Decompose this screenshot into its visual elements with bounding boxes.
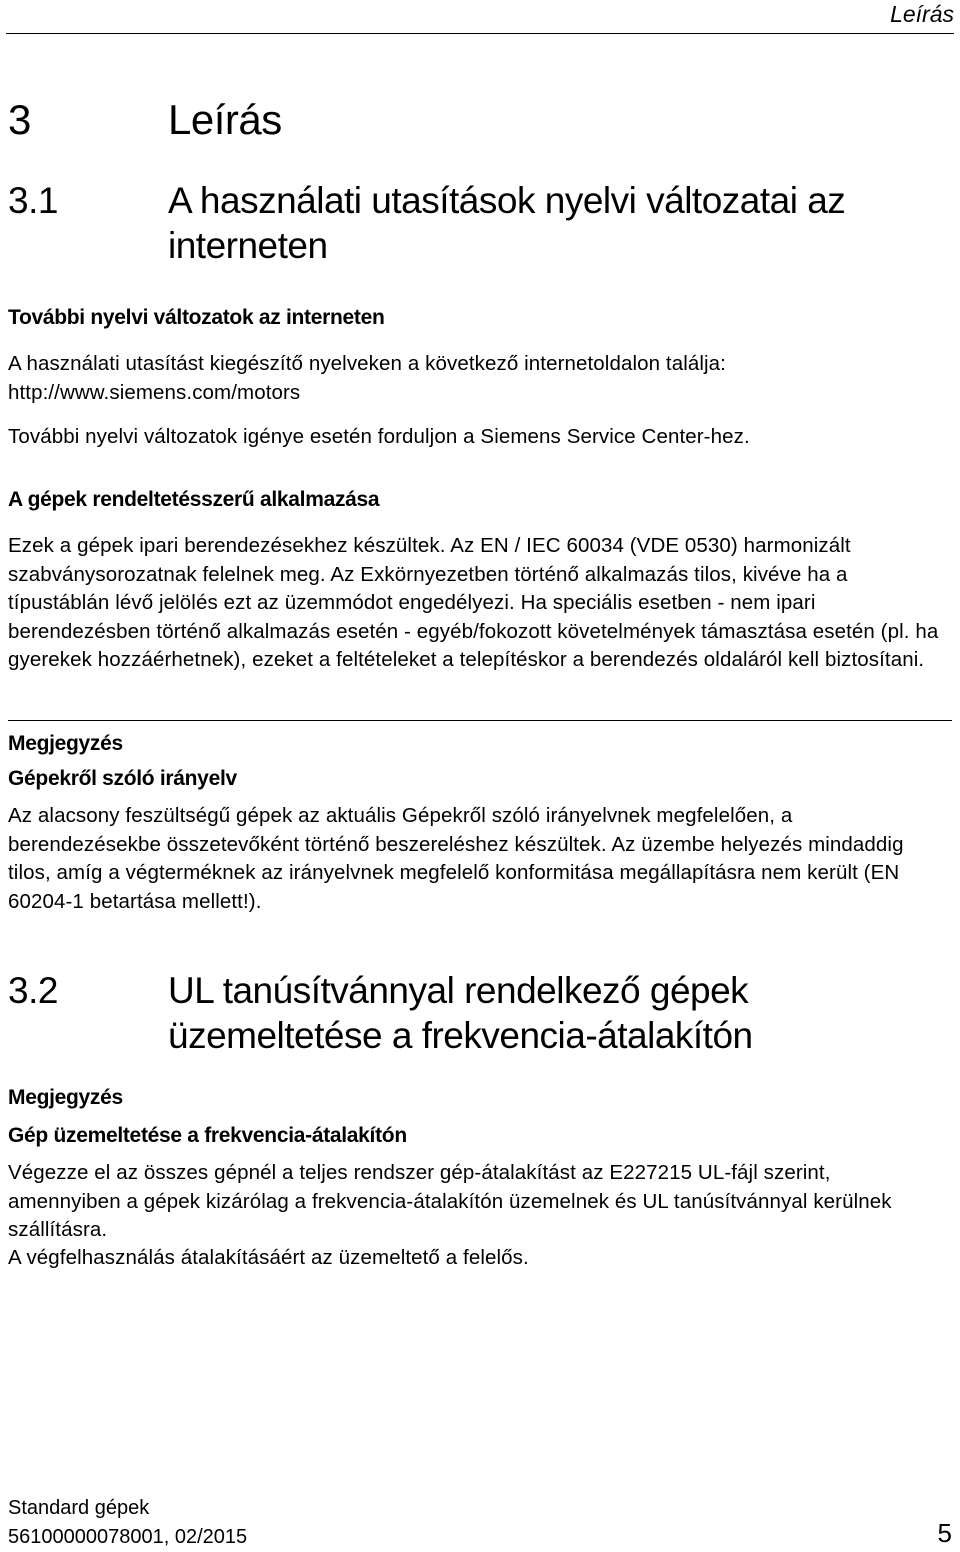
section-number: 3.1 [8, 180, 58, 221]
footer-product: Standard gépek [8, 1497, 150, 1519]
note-title: Gép üzemeltetése a frekvencia-átalakítón [8, 1124, 407, 1147]
page-number: 5 [937, 1518, 952, 1548]
note-text: Végezze el az összes gépnél a teljes rendszer gép-átalakítást az E227215 UL-fájl szerint, amennyiben a gépek kizárólag a frekvencia-átalakítón üzemelnek és UL tanúsítvánnyal kerülnek szállításra. [8, 1161, 892, 1241]
paragraph-intended-use: Ezek a gépek ipari berendezésekhez készültek. Az EN / IEC 60034 (VDE 0530) harmonizált szabványsorozatnak felelnek meg. Az Exkörnyezetben történő alkalmazás tilos, kivéve ha a típustáblán lévő jelölés ezt az üzemmódot engedélyezi. Ha speciális esetben - nem ipari berendezésben történő alkalmazás esetén - egyéb/fokozott követelmények támasztása esetén (pl. ha gyerekek hozzáérhetnek), ezeket a feltételeket a telepítéskor a berendezés oldaláról kell biztosítani. [8, 534, 939, 671]
paragraph-service-center: További nyelvi változatok igénye esetén forduljon a Siemens Service Center-hez. [8, 425, 750, 448]
subheading-language-versions: További nyelvi változatok az interneten [8, 306, 385, 329]
note-label: Megjegyzés [8, 1086, 123, 1109]
section-title: A használati utasítások nyelvi változatai az interneten [168, 180, 846, 266]
section-heading-3-2 [8, 968, 938, 1058]
paragraph-language-versions: A használati utasítást kiegészítő nyelveken a következő internetoldalon találja: http://www.siemens.com/motors [8, 352, 726, 404]
chapter-title: Leírás [168, 96, 282, 143]
note-title: Gépekről szóló irányelv [8, 767, 237, 790]
section-heading-3-1 [8, 178, 938, 268]
note-label: Megjegyzés [8, 732, 123, 755]
note-text: Az alacsony feszültségű gépek az aktuális Gépekről szóló irányelvnek megfelelően, a berendezésekbe összetevőként történő beszereléshez készültek. Az üzembe helyezés mindaddig tilos, amíg a végterméknek az irányelvnek megfelelő konformitása megállapításra nem került (EN 60204-1 betartása mellett!). [8, 804, 904, 913]
section-number: 3.2 [8, 970, 58, 1011]
chapter-number: 3 [8, 96, 31, 143]
section-title: UL tanúsítvánnyal rendelkező gépek üzemeltetése a frekvencia-átalakítón [168, 970, 753, 1056]
chapter-heading [8, 95, 938, 145]
note-divider [8, 720, 952, 721]
header-divider [6, 33, 954, 34]
running-header: Leírás [890, 1, 954, 27]
footer-doc-number: 56100000078001, 02/2015 [8, 1526, 248, 1548]
subheading-intended-use: A gépek rendeltetésszerű alkalmazása [8, 488, 380, 511]
note-text-responsibility: A végfelhasználás átalakításáért az üzemeltető a felelős. [8, 1246, 529, 1269]
